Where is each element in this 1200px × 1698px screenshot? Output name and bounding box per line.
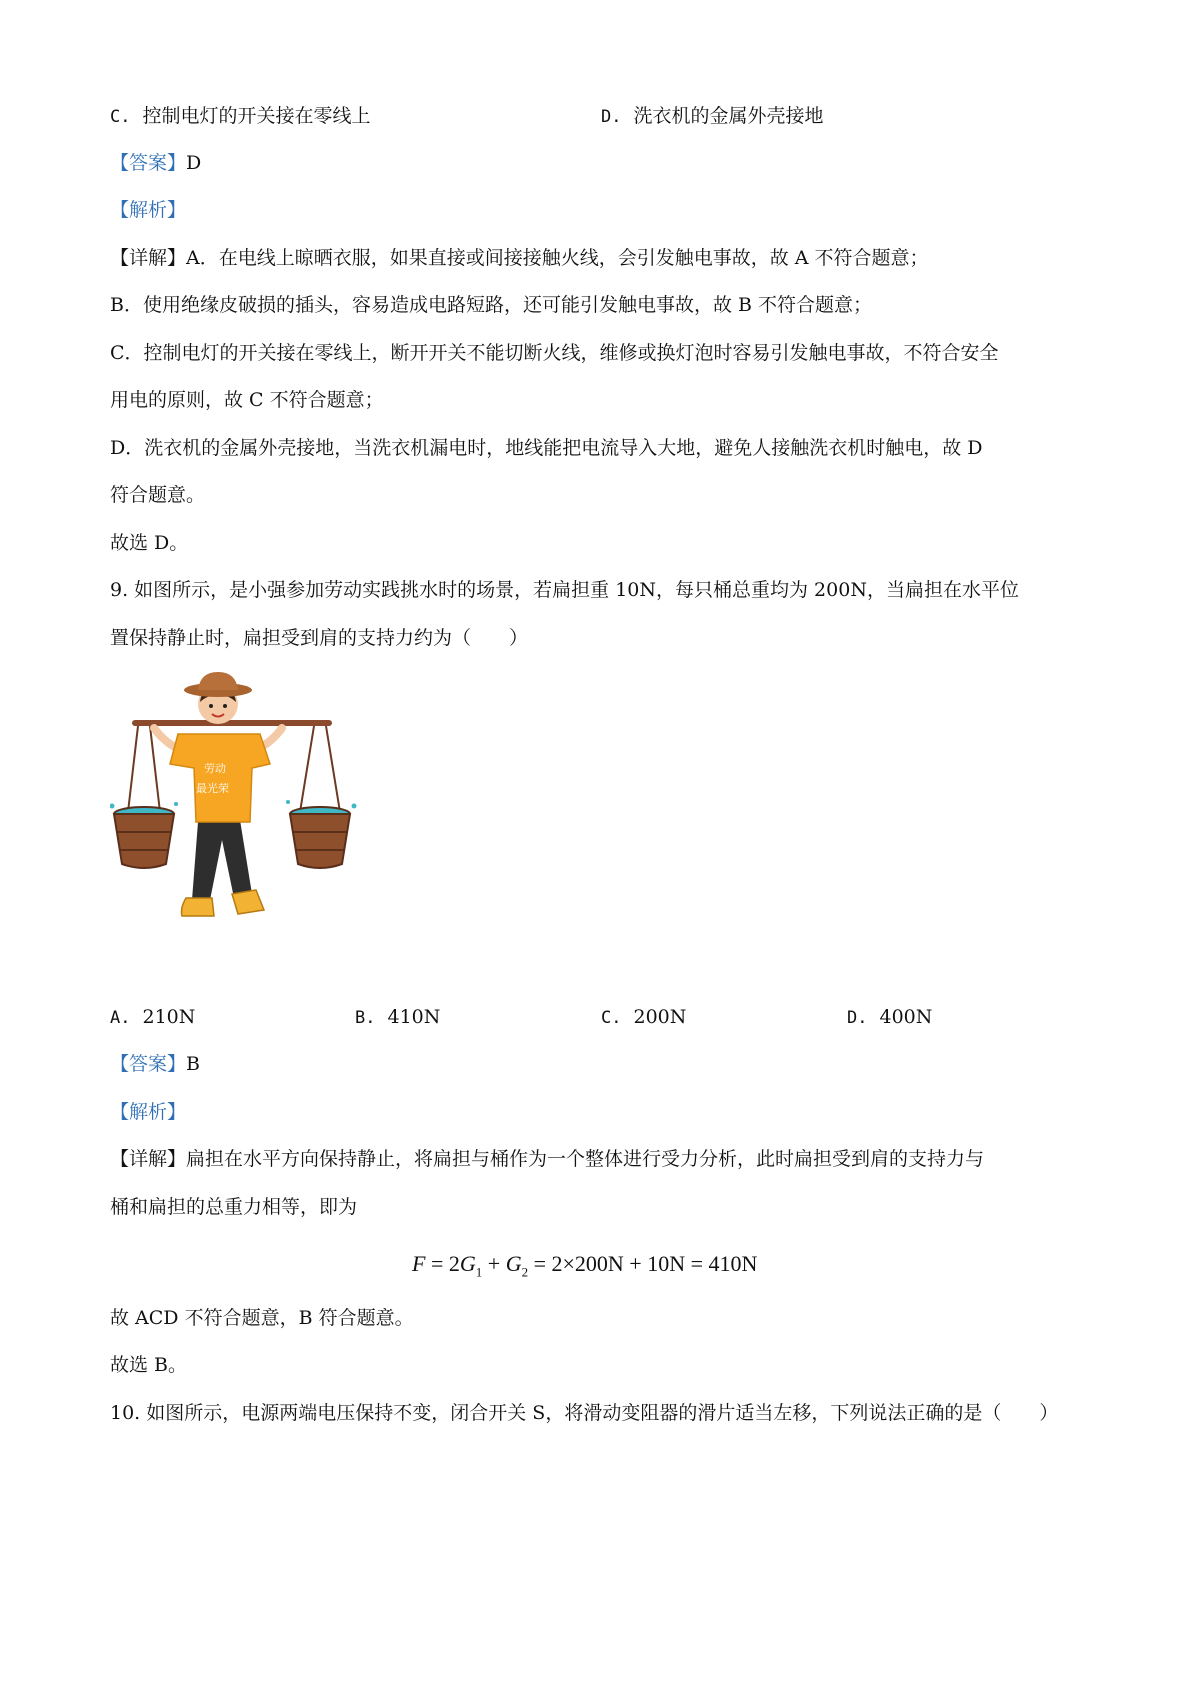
q10-question-line-1: 10. 如图所示，电源两端电压保持不变，闭合开关 S，将滑动变阻器的滑片适当左移，下列说法正确的是（ ） [110,1402,1059,1424]
q8-detail-text-1: A．在电线上晾晒衣服，如果直接或间接接触火线，会引发触电事故，故 A 不符合题意； [186,247,929,269]
q9-analysis-tag: 【解析】 [110,1101,187,1123]
q8-option-d [601,104,824,129]
formula-F: F [412,1251,426,1276]
q9-option-b-letter: B. [355,1008,376,1028]
q9-option-b-text: 410N [387,1006,441,1028]
q9-option-c [601,1005,686,1030]
q8-detail-line-1 [110,246,929,270]
q8-answer [110,151,201,175]
q9-option-d [847,1005,932,1030]
water-carrier-illustration [110,672,360,932]
q8-option-d-letter: D. [601,107,622,127]
q8-option-d-text: 洗衣机的金属外壳接地 [633,105,824,127]
q9-detail-text-1: 扁担在水平方向保持静止，将扁担与桶作为一个整体进行受力分析，此时扁担受到肩的支持力与 [186,1148,985,1170]
person [154,672,282,916]
q9-answer [110,1052,200,1076]
q8-detail-tag: 【详解】 [110,247,187,269]
q9-option-d-text: 400N [879,1006,933,1028]
q9-option-b [355,1005,440,1030]
q9-option-a-letter: A. [110,1008,131,1028]
q8-option-c [110,104,371,129]
q9-figure-water-carrier [110,672,360,932]
shirt-text-line1: 劳动 [204,762,226,775]
shirt-text-line2: 最光荣 [196,782,229,795]
q8-analysis-tag: 【解析】 [110,199,187,221]
q9-answer-tag: 【答案】 [110,1053,187,1075]
q8-detail-line-6: 符合题意。 [110,484,206,506]
formula-sub2: 2 [521,1264,529,1280]
formula-eq1: = 2 [425,1251,460,1276]
q9-detail-line-2: 桶和扁担的总重力相等，即为 [110,1196,358,1218]
q8-option-c-text: 控制电灯的开关接在零线上 [142,105,371,127]
q8-option-c-letter: C. [110,107,131,127]
q9-conclusion-1: 故 ACD 不符合题意，B 符合题意。 [110,1307,414,1329]
q9-detail-line-1 [110,1147,984,1171]
left-bucket [110,802,178,868]
formula-rest: = 2×200N + 10N = 410N [528,1251,758,1276]
q8-detail-line-4: 用电的原则，故 C 不符合题意； [110,389,384,411]
q9-detail-tag: 【详解】 [110,1148,187,1170]
q8-answer-value: D [186,152,202,174]
q9-conclusion-2: 故选 B。 [110,1354,188,1376]
q9-option-a-text: 210N [142,1006,196,1028]
q9-option-d-letter: D. [847,1008,868,1028]
q9-formula [412,1250,757,1286]
formula-G2: G [505,1251,522,1276]
q8-answer-tag: 【答案】 [110,152,187,174]
q9-option-c-letter: C. [601,1008,622,1028]
formula-sub1: 1 [475,1264,483,1280]
q9-question-line-2: 置保持静止时，扁担受到肩的支持力约为（ ） [110,627,529,649]
q9-option-a [110,1005,195,1030]
shoulder-pole [132,720,332,726]
q9-answer-value: B [186,1053,200,1075]
q8-detail-line-2: B．使用绝缘皮破损的插头，容易造成电路短路，还可能引发触电事故，故 B 不符合题意； [110,294,873,316]
formula-G1: G [459,1251,476,1276]
formula-plus: + [482,1251,506,1276]
q8-conclusion: 故选 D。 [110,532,189,554]
right-bucket [286,800,357,868]
q9-option-c-text: 200N [633,1006,687,1028]
q8-detail-line-3: C．控制电灯的开关接在零线上，断开开关不能切断火线，维修或换灯泡时容易引发触电事故，不符合安全 [110,342,999,364]
q8-detail-line-5: D．洗衣机的金属外壳接地，当洗衣机漏电时，地线能把电流导入大地，避免人接触洗衣机时触电，故 D [110,437,983,459]
q9-question-line-1: 9. 如图所示，是小强参加劳动实践挑水时的场景，若扁担重 10N，每只桶总重均为 200N，当扁担在水平位 [110,579,1019,601]
